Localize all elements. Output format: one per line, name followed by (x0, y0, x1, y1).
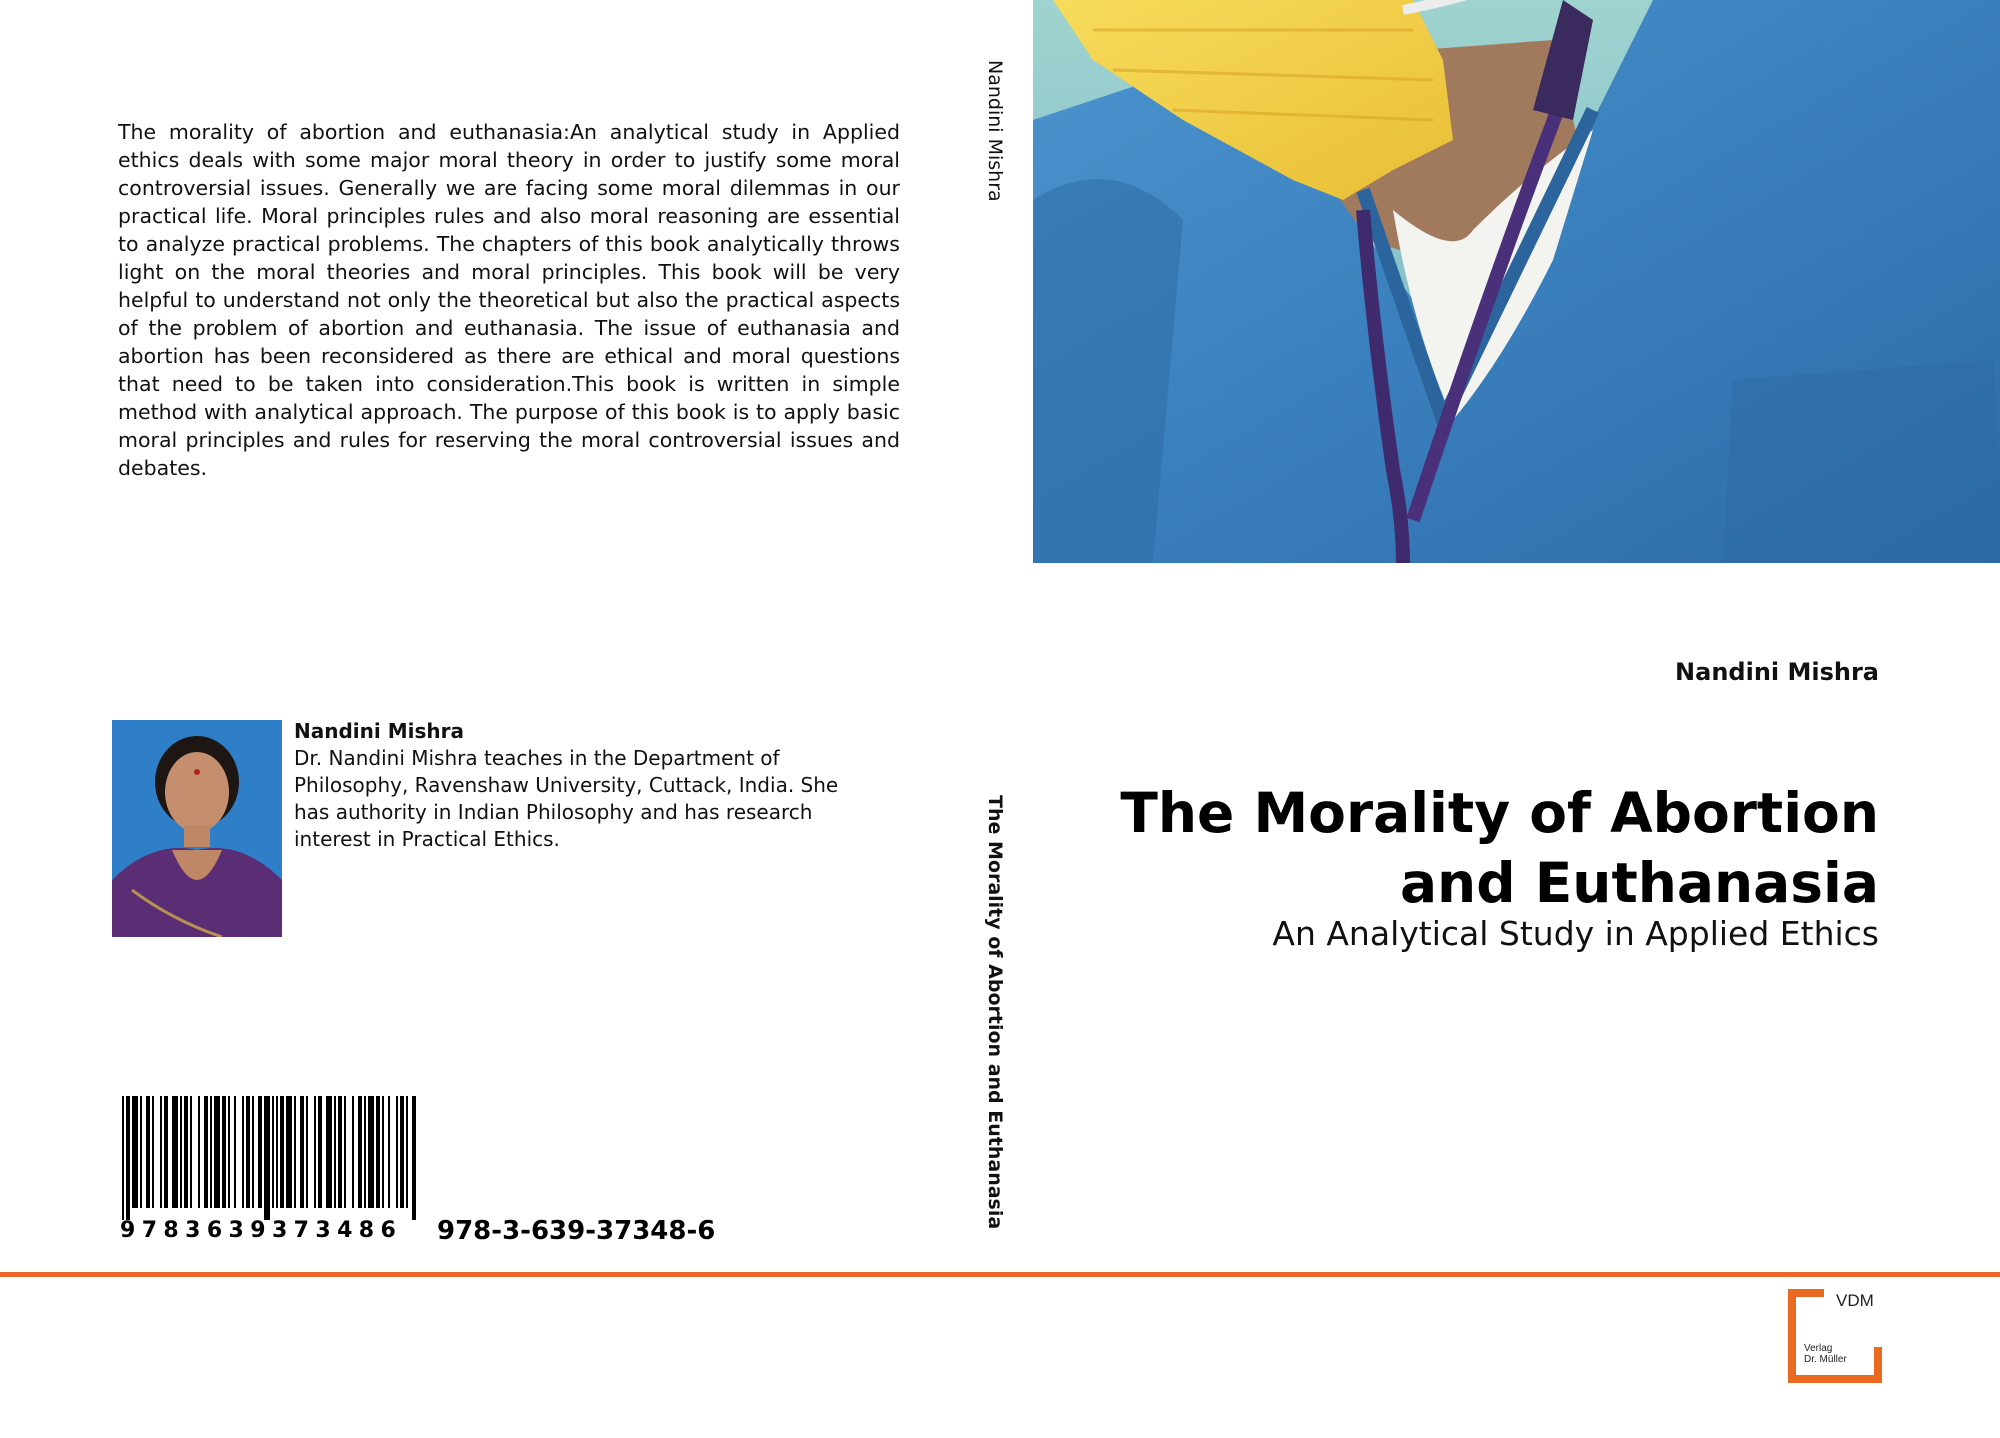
barcode-bar (300, 1096, 304, 1208)
barcode-bar (140, 1096, 142, 1208)
barcode-bar (210, 1096, 212, 1208)
barcode-bar (286, 1096, 292, 1208)
barcode-bar (242, 1096, 244, 1208)
barcode-bar (160, 1096, 162, 1208)
barcode-bar (180, 1096, 182, 1208)
barcode (120, 1096, 420, 1220)
isbn-number: 978-3-639-37348-6 (437, 1216, 716, 1246)
barcode-bar (184, 1096, 188, 1208)
barcode-bar (258, 1096, 262, 1208)
barcode-bar (382, 1096, 384, 1208)
barcode-bar (338, 1096, 342, 1208)
barcode-bar (396, 1096, 398, 1208)
barcode-bar (314, 1096, 316, 1208)
cover-photo-surgeon (1033, 0, 2000, 563)
author-bio-name: Nandini Mishra (294, 719, 464, 743)
author-bio (294, 718, 854, 853)
barcode-bar (294, 1096, 296, 1208)
barcode-bar (222, 1096, 226, 1208)
author-photo (112, 720, 282, 937)
barcode-bar (246, 1096, 250, 1208)
front-cover-title: The Morality of Abortion and Euthanasia (1120, 781, 1879, 915)
barcode-bar (306, 1096, 308, 1208)
back-cover-blurb: The morality of abortion and euthanasia:An analytical study in Applied ethics deals with some major moral theory in order to justify some moral controversial issues. Generally we are facing some moral dilemmas in our practical life. Moral principles rules and also moral reasoning are essential to analyze practical problems. The chapters of this book analytically throws light on the moral theories and moral principles. This book will be very helpful to understand not only the theoretical but also the practical aspects of the problem of abortion and euthanasia. The issue of euthanasia and abortion has been reconsidered as there are ethical and moral questions that need to be taken into consideration.This book is written in simple method with analytical approach. The purpose of this book is to apply basic moral principles and rules for reserving the moral controversial issues and debates. (118, 120, 900, 480)
barcode-bar (132, 1096, 138, 1208)
barcode-bar (122, 1096, 124, 1220)
barcode-bar (412, 1096, 416, 1220)
spine-author: Nandini Mishra (984, 60, 1006, 202)
barcode-bar (334, 1096, 336, 1208)
barcode-bar (272, 1096, 274, 1208)
author-bio-text: Dr. Nandini Mishra teaches in the Department of Philosophy, Ravenshaw University, Cuttack, India. She has authority in Indian Philosophy and has research interest in Practical Ethics. (294, 746, 839, 851)
barcode-bar (318, 1096, 322, 1208)
barcode-bar (228, 1096, 230, 1208)
barcode-bar (172, 1096, 178, 1208)
front-cover-subtitle: An Analytical Study in Applied Ethics (1272, 914, 1879, 953)
barcode-bar (376, 1096, 380, 1208)
publisher-logo-frame-top (1788, 1289, 1824, 1297)
barcode-bar (198, 1096, 200, 1208)
barcode-digits: 9783639373486 (120, 1218, 403, 1243)
barcode-bar (406, 1096, 408, 1208)
barcode-bar (146, 1096, 150, 1208)
barcode-bar (364, 1096, 366, 1208)
front-cover-author: Nandini Mishra (1675, 658, 1879, 686)
publisher-logo (1788, 1289, 1882, 1383)
barcode-bar (280, 1096, 284, 1208)
barcode-bar (368, 1096, 374, 1208)
barcode-bar (152, 1096, 154, 1208)
barcode-bar (264, 1096, 270, 1220)
barcode-bar (214, 1096, 220, 1208)
publisher-logo-subtext (1804, 1343, 1847, 1365)
publisher-logo-sub-line2: Dr. Müller (1804, 1354, 1847, 1365)
barcode-bar (190, 1096, 192, 1208)
barcode-bar (344, 1096, 346, 1208)
barcode-bar (400, 1096, 404, 1208)
publisher-logo-frame-right (1874, 1347, 1882, 1383)
spine-title: The Morality of Abortion and Euthanasia (984, 795, 1006, 1230)
barcode-bar (164, 1096, 168, 1208)
barcode-bar (358, 1096, 362, 1208)
publisher-logo-sub-line1: Verlag (1804, 1343, 1833, 1354)
barcode-bar (352, 1096, 354, 1208)
barcode-bar (326, 1096, 332, 1208)
publisher-logo-text: VDM (1836, 1291, 1874, 1310)
barcode-bar (252, 1096, 254, 1208)
orange-divider-rule (0, 1272, 2000, 1277)
barcode-bar (234, 1096, 236, 1208)
barcode-bar (126, 1096, 130, 1220)
barcode-bar (204, 1096, 208, 1208)
barcode-bar (388, 1096, 390, 1208)
barcode-bar (276, 1096, 278, 1208)
